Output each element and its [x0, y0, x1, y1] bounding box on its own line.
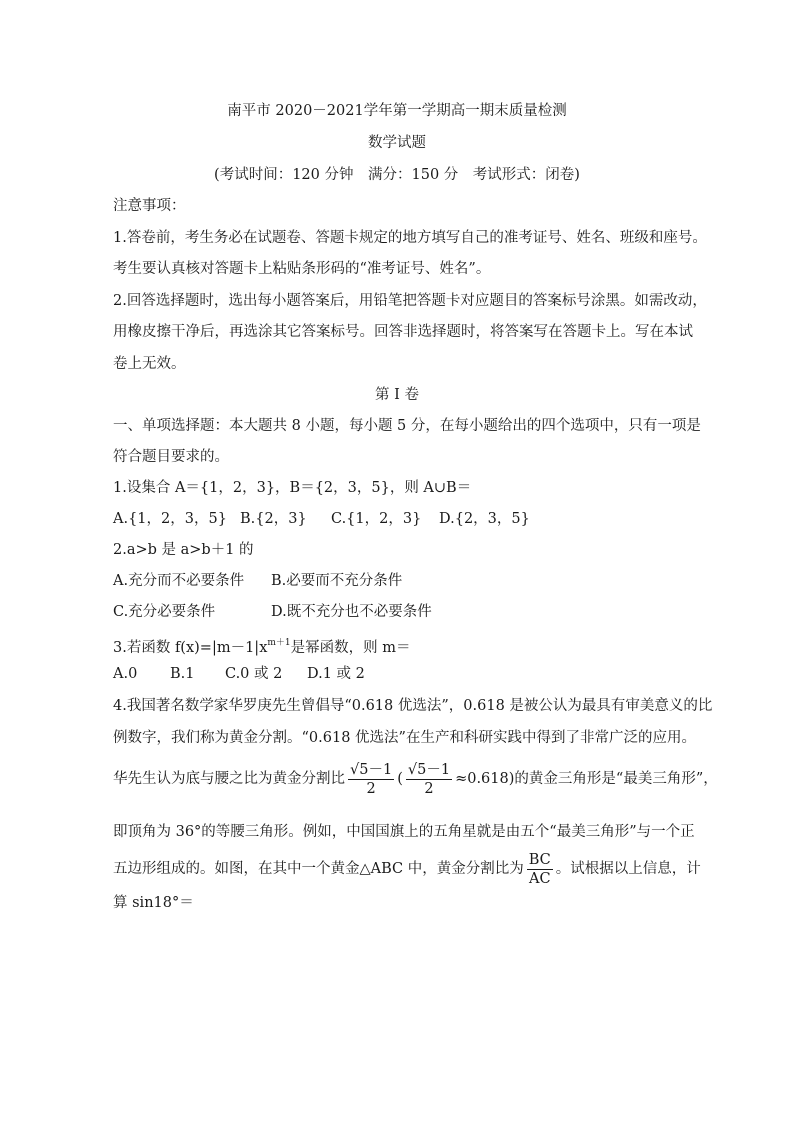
note-1-line-2: 考生要认真核对答题卡上粘贴条形码的“准考证号、姓名”。 — [113, 261, 491, 277]
q4-line-3-end: 的黄金三角形是“最美三角形”， — [514, 771, 718, 787]
q4-line-5-text: 五边形组成的。如图，在其中一个黄金△ABC 中，黄金分割比为 — [113, 861, 524, 877]
q2-option-d: D.既不充分也不必要条件 — [271, 604, 432, 620]
q3-options — [113, 664, 365, 684]
q4-line-1: 4.我国著名数学家华罗庚先生曾倡导“0.618 优选法”，0.618 是被公认为最具有审美意义的比 — [113, 698, 713, 714]
q2-option-c: C.充分必要条件 — [113, 604, 216, 620]
q3-stem — [113, 633, 411, 658]
q3-option-a: A.0 — [113, 666, 138, 682]
golden-ratio-denominator: 2 — [366, 780, 376, 797]
q4-line-3-text: 华先生认为底与腰之比为黄金分割比 — [113, 771, 345, 787]
q3-option-c: C.0 或 2 — [225, 666, 283, 682]
subject-title: 数学试题 — [368, 135, 426, 151]
note-2-line-1: 2.回答选择题时，选出每小题答案后，用铅笔把答题卡对应题目的答案标号涂黑。如需改动， — [113, 293, 707, 309]
q2-option-b: B.必要而不充分条件 — [271, 573, 403, 589]
q3-option-d: D.1 或 2 — [307, 666, 365, 682]
q2-stem: 2.a>b 是 a>b＋1 的 — [113, 542, 254, 558]
bc-numerator: BC — [528, 851, 551, 868]
part1-instructions-line-2: 符合题目要求的。 — [113, 449, 229, 465]
golden-ratio-numerator: √5－1 — [350, 761, 393, 778]
q1-option-a: A.{1，2，3，5} — [113, 511, 227, 527]
q2-options-row-2 — [113, 602, 432, 622]
q3-exponent: m＋1 — [267, 638, 291, 648]
approx-value: ≈0.618) — [455, 771, 515, 787]
q4-line-5-end: 。试根据以上信息，计 — [555, 861, 701, 877]
golden-ratio-denominator-repeat: 2 — [424, 780, 434, 797]
note-1-line-1: 1.答卷前，考生务必在试题卷、答题卡规定的地方填写自己的准考证号、姓名、班级和座号。 — [113, 230, 707, 246]
q4-line-5 — [113, 850, 701, 888]
exam-info: (考试时间：120 分钟 满分：150 分 考试形式：闭卷) — [214, 167, 580, 183]
notes-heading: 注意事项： — [113, 198, 186, 214]
golden-ratio-numerator-repeat: √5－1 — [407, 761, 451, 778]
ac-denominator: AC — [528, 870, 551, 887]
q4-line-6: 算 sin18°＝ — [113, 895, 194, 911]
bc-ac-fraction — [527, 851, 553, 888]
q1-stem: 1.设集合 A＝{1，2，3}，B＝{2，3，5}，则 A∪B＝ — [113, 480, 472, 496]
q4-line-3 — [113, 760, 718, 798]
q2-option-a: A.充分而不必要条件 — [113, 573, 245, 589]
paren-open: ( — [397, 771, 403, 787]
q3-stem-end: 是幂函数，则 m＝ — [290, 640, 411, 656]
q4-line-2: 例数字，我们称为黄金分割。“0.618 优选法”在生产和科研实践中得到了非常广泛的应用。 — [113, 730, 696, 746]
q2-options-row-1 — [113, 571, 402, 591]
exam-title: 南平市 2020－2021学年第一学期高一期末质量检测 — [227, 103, 567, 119]
volume-heading: 第 I 卷 — [375, 387, 419, 403]
q1-option-c: C.{1，2，3} — [331, 511, 422, 527]
q1-option-b: B.{2，3} — [240, 511, 307, 527]
q3-stem-text: 3.若函数 f(x)=|m－1|x — [113, 640, 268, 656]
golden-ratio-fraction-repeat — [406, 761, 452, 798]
part1-instructions-line-1: 一、单项选择题：本大题共 8 小题，每小题 5 分，在每小题给出的四个选项中，只有一项是 — [113, 418, 701, 434]
note-2-line-3: 卷上无效。 — [113, 356, 186, 372]
q1-options — [113, 509, 530, 529]
note-2-line-2: 用橡皮擦干净后，再选涂其它答案标号。回答非选择题时，将答案写在答题卡上。写在本试 — [113, 324, 693, 340]
q3-option-b: B.1 — [170, 666, 195, 682]
q4-line-4: 即顶角为 36°的等腰三角形。例如，中国国旗上的五角星就是由五个“最美三角形”与一个正 — [113, 824, 695, 840]
golden-ratio-fraction — [348, 761, 394, 798]
q1-option-d: D.{2，3，5} — [439, 511, 530, 527]
